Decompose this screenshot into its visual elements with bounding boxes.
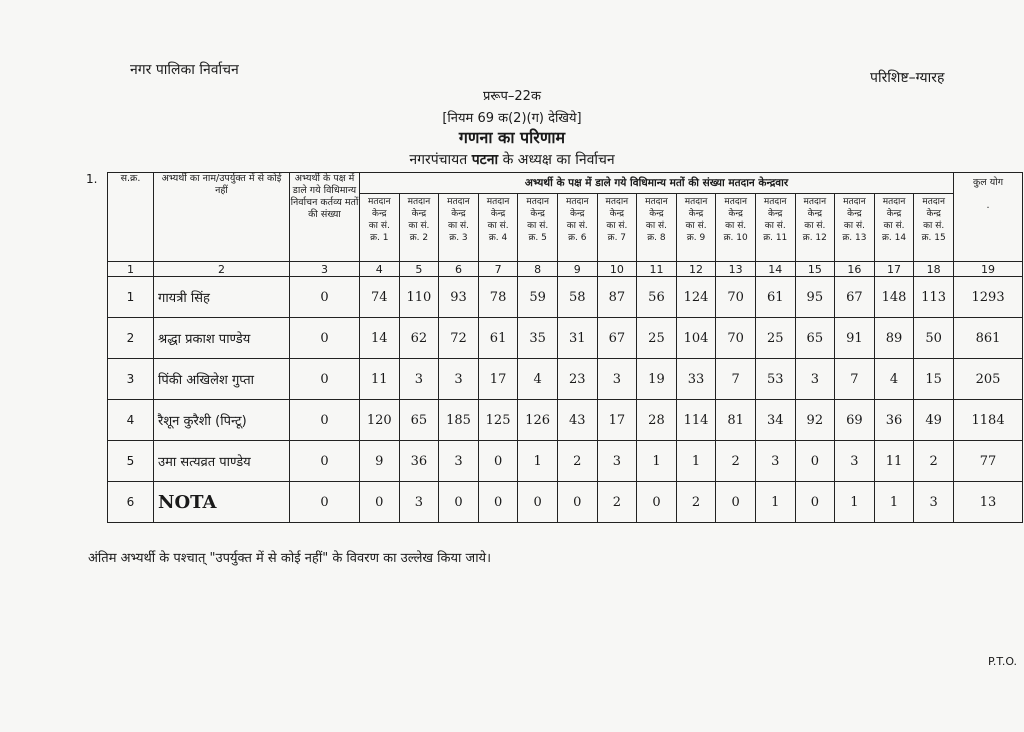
booth-votes-cell: 0 [478,441,518,482]
booth-votes-cell: 0 [795,441,835,482]
booth-header-line: का सं. [645,221,667,231]
total-votes-cell: 205 [954,359,1023,400]
column-index-cell: 2 [154,262,290,277]
booth-votes-cell: 87 [597,277,637,318]
booth-votes-cell: 124 [676,277,716,318]
booth-header-line: का सं. [408,221,430,231]
booth-header-line: केन्द्र [767,209,783,219]
booth-header-line: केन्द्र [570,209,585,219]
booth-header-line: मतदान [763,197,787,207]
booth-votes-cell: 0 [716,482,756,523]
booth-votes-cell: 113 [914,277,954,318]
booth-header-line: मतदान [882,197,906,207]
appendix-label: परिशिष्ट–ग्यारह [870,70,945,86]
booth-header-line: क्र. 3 [449,233,468,243]
booth-header-line: मतदान [684,197,708,207]
booth-header-line: का सं. [725,221,747,231]
booth-header-1 [360,194,400,262]
booth-header-3 [439,194,479,262]
total-votes-cell: 13 [954,482,1023,523]
booth-header-line: केन्द्र [926,209,941,219]
booth-header-line: केन्द्र [728,209,743,219]
booth-votes-cell: 34 [755,400,795,441]
booth-votes-cell: 15 [914,359,954,400]
postal-votes-cell: 0 [290,482,360,523]
booth-header-line: का सं. [368,221,390,231]
booth-header-14 [874,194,914,262]
total-votes-cell: 1184 [954,400,1023,441]
booth-votes-cell: 3 [399,482,439,523]
booth-wise-votes-header: अभ्यर्थी के पक्ष में डाले गये विधिमान्य मतों की संख्या मतदान केन्द्रवार [360,173,954,194]
booth-votes-cell: 2 [914,441,954,482]
booth-votes-cell: 17 [478,359,518,400]
booth-votes-cell: 1 [835,482,875,523]
candidate-name-cell: गायत्री सिंह [154,277,290,318]
booth-votes-cell: 58 [557,277,597,318]
booth-votes-cell: 2 [557,441,597,482]
booth-header-line: मतदान [367,197,391,207]
booth-votes-cell: 17 [597,400,637,441]
booth-votes-cell: 65 [399,400,439,441]
booth-votes-cell: 2 [597,482,637,523]
booth-header-line: मतदान [922,197,945,207]
booth-header-line: क्र. 14 [881,233,907,243]
booth-header-line: क्र. 13 [842,233,867,243]
booth-votes-cell: 0 [360,482,400,523]
candidate-name-cell: पिंकी अखिलेश गुप्ता [154,359,290,400]
booth-header-line: मतदान [605,197,629,207]
booth-votes-cell: 95 [795,277,835,318]
booth-votes-cell: 1 [676,441,716,482]
column-index-cell: 10 [597,262,637,277]
column-index-cell: 16 [835,262,875,277]
booth-votes-cell: 3 [597,359,637,400]
booth-votes-cell: 3 [755,441,795,482]
total-header-mark: · [986,203,990,214]
booth-votes-cell: 4 [874,359,914,400]
section-number: 1. [86,172,98,186]
booth-votes-cell: 11 [360,359,400,400]
booth-header-line: केन्द्र [372,209,387,219]
booth-votes-cell: 120 [360,400,400,441]
sr-no-cell: 1 [108,277,154,318]
booth-header-line: का सं. [487,221,509,231]
booth-votes-cell: 4 [518,359,558,400]
column-index-cell: 13 [716,262,756,277]
column-index-cell: 15 [795,262,835,277]
total-header-label: कुल योग [973,177,1004,188]
table-row [108,441,1023,482]
booth-votes-cell: 110 [399,277,439,318]
booth-header-line: का सं. [447,221,470,231]
booth-header-line: मतदान [645,197,668,207]
booth-votes-cell: 1 [518,441,558,482]
booth-header-line: क्र. 8 [647,233,666,243]
booth-header-line: केन्द्र [609,209,625,219]
column-index-cell: 6 [439,262,479,277]
postal-votes-cell: 0 [290,359,360,400]
booth-votes-cell: 19 [637,359,677,400]
column-index-cell: 7 [478,262,518,277]
booth-votes-cell: 148 [874,277,914,318]
column-index-cell: 3 [290,262,360,277]
sr-no-cell: 2 [108,318,154,359]
municipal-election-label: नगर पालिका निर्वाचन [130,62,239,78]
column-index-cell: 4 [360,262,400,277]
booth-header-line: का सं. [804,221,826,231]
booth-header-line: क्र. 6 [568,233,587,243]
booth-header-line: का सं. [923,221,945,231]
booth-votes-cell: 50 [914,318,954,359]
booth-votes-cell: 3 [399,359,439,400]
column-index-cell: 8 [518,262,558,277]
booth-header-5 [518,194,558,262]
booth-votes-cell: 0 [518,482,558,523]
page-subtitle [0,150,1024,169]
booth-header-line: मतदान [843,197,866,207]
booth-votes-cell: 69 [835,400,875,441]
booth-votes-cell: 36 [399,441,439,482]
booth-header-line: क्र. 7 [607,233,627,243]
booth-votes-cell: 0 [637,482,677,523]
column-index-cell: 11 [637,262,677,277]
booth-header-line: केन्द्र [807,209,823,219]
booth-header-line: क्र. 1 [370,233,389,243]
booth-header-line: क्र. 4 [488,233,508,243]
booth-header-line: मतदान [486,197,510,207]
booth-header-line: केन्द्र [847,209,862,219]
booth-header-line: मतदान [526,197,549,207]
postal-votes-cell: 0 [290,441,360,482]
booth-votes-cell: 3 [439,359,479,400]
results-table [107,172,1023,523]
booth-votes-cell: 1 [755,482,795,523]
booth-votes-cell: 67 [835,277,875,318]
booth-header-10 [716,194,756,262]
booth-header-line: क्र. 9 [686,233,706,243]
booth-header-line: मतदान [407,197,431,207]
booth-votes-cell: 3 [597,441,637,482]
booth-votes-cell: 61 [478,318,518,359]
column-index-cell: 5 [399,262,439,277]
booth-header-line: क्र. 5 [528,233,547,243]
booth-header-line: मतदान [565,197,589,207]
booth-votes-cell: 78 [478,277,518,318]
pto-label: P.T.O. [988,655,1018,668]
booth-votes-cell: 56 [637,277,677,318]
column-index-cell: 1 [108,262,154,277]
subtitle-prefix: नगरपंचायत [409,152,472,168]
booth-votes-cell: 65 [795,318,835,359]
booth-header-line: का सं. [843,221,865,231]
booth-header-line: का सं. [764,221,786,231]
booth-header-9 [676,194,716,262]
postal-votes-header: अभ्यर्थी के पक्ष में डाले गये विधिमान्य निर्वाचन कर्तव्य मतों की संख्या [290,173,360,262]
booth-header-2 [399,194,439,262]
booth-votes-cell: 93 [439,277,479,318]
booth-votes-cell: 28 [637,400,677,441]
booth-votes-cell: 3 [914,482,954,523]
booth-votes-cell: 36 [874,400,914,441]
booth-header-6 [557,194,597,262]
booth-header-line: केन्द्र [688,209,704,219]
candidate-name-cell: NOTA [154,482,290,523]
column-index-cell: 9 [557,262,597,277]
booth-header-line: का सं. [606,221,628,231]
column-index-cell: 17 [874,262,914,277]
booth-votes-cell: 70 [716,277,756,318]
sr-no-cell: 5 [108,441,154,482]
booth-votes-cell: 70 [716,318,756,359]
booth-header-line: का सं. [685,221,707,231]
booth-votes-cell: 2 [676,482,716,523]
sr-no-cell: 6 [108,482,154,523]
candidate-name-cell: रैशून कुरैशी (पिन्टू) [154,400,290,441]
booth-header-line: क्र. 11 [763,233,788,243]
postal-votes-cell: 0 [290,277,360,318]
booth-header-13 [835,194,875,262]
form-number: प्ररूप–22क [483,89,541,104]
booth-votes-cell: 91 [835,318,875,359]
booth-votes-cell: 25 [637,318,677,359]
booth-header-line: क्र. 12 [802,233,827,243]
candidate-name-cell: उमा सत्यव्रत पाण्डेय [154,441,290,482]
candidate-name-header: अभ्यर्थी का नाम/उपर्युक्त में से कोई नहीं [154,173,290,262]
subtitle-place: पटना [471,152,499,168]
booth-votes-cell: 49 [914,400,954,441]
booth-votes-cell: 61 [755,277,795,318]
total-votes-cell: 77 [954,441,1023,482]
booth-votes-cell: 185 [439,400,479,441]
sr-no-cell: 3 [108,359,154,400]
column-index-cell: 19 [954,262,1023,277]
table-row [108,482,1023,523]
page-title: गणना का परिणाम [458,128,566,147]
booth-header-line: मतदान [447,197,470,207]
booth-votes-cell: 125 [478,400,518,441]
booth-votes-cell: 0 [795,482,835,523]
booth-votes-cell: 0 [478,482,518,523]
booth-header-line: मतदान [803,197,827,207]
footnote: अंतिम अभ्यर्थी के पश्चात् "उपर्युक्त में से कोई नहीं" के विवरण का उल्लेख किया जाये। [88,551,492,566]
booth-votes-cell: 89 [874,318,914,359]
booth-votes-cell: 114 [676,400,716,441]
booth-header-8 [637,194,677,262]
booth-header-15 [914,194,954,262]
booth-votes-cell: 62 [399,318,439,359]
total-header [954,173,1023,262]
booth-votes-cell: 74 [360,277,400,318]
column-index-cell: 14 [755,262,795,277]
booth-votes-cell: 11 [874,441,914,482]
booth-header-line: का सं. [883,221,905,231]
booth-header-line: का सं. [527,221,549,231]
booth-header-line: केन्द्र [490,209,506,219]
column-index-cell: 12 [676,262,716,277]
booth-votes-cell: 104 [676,318,716,359]
booth-votes-cell: 0 [557,482,597,523]
postal-votes-cell: 0 [290,400,360,441]
table-row [108,277,1023,318]
total-votes-cell: 861 [954,318,1023,359]
booth-votes-cell: 1 [874,482,914,523]
booth-header-line: केन्द्र [451,209,466,219]
booth-header-12 [795,194,835,262]
subtitle-suffix: के अध्यक्ष का निर्वाचन [498,152,615,168]
booth-votes-cell: 3 [439,441,479,482]
booth-votes-cell: 31 [557,318,597,359]
booth-votes-cell: 67 [597,318,637,359]
booth-votes-cell: 33 [676,359,716,400]
booth-header-line: का सं. [566,221,588,231]
table-row [108,359,1023,400]
booth-votes-cell: 23 [557,359,597,400]
booth-votes-cell: 25 [755,318,795,359]
booth-votes-cell: 92 [795,400,835,441]
booth-votes-cell: 59 [518,277,558,318]
booth-header-line: मतदान [724,197,747,207]
rule-reference: [नियम 69 क(2)(ग) देखिये] [442,111,582,126]
booth-votes-cell: 81 [716,400,756,441]
booth-votes-cell: 14 [360,318,400,359]
booth-votes-cell: 0 [439,482,479,523]
booth-header-line: केन्द्र [886,209,902,219]
booth-header-4 [478,194,518,262]
total-votes-cell: 1293 [954,277,1023,318]
booth-votes-cell: 72 [439,318,479,359]
booth-votes-cell: 1 [637,441,677,482]
booth-header-line: क्र. 2 [409,233,429,243]
booth-votes-cell: 35 [518,318,558,359]
booth-votes-cell: 9 [360,441,400,482]
postal-votes-cell: 0 [290,318,360,359]
booth-votes-cell: 3 [795,359,835,400]
booth-votes-cell: 126 [518,400,558,441]
booth-header-line: केन्द्र [530,209,545,219]
booth-header-line: केन्द्र [411,209,427,219]
sr-no-cell: 4 [108,400,154,441]
candidate-name-cell: श्रद्धा प्रकाश पाण्डेय [154,318,290,359]
table-row [108,318,1023,359]
booth-header-line: केन्द्र [649,209,664,219]
booth-votes-cell: 7 [716,359,756,400]
booth-header-7 [597,194,637,262]
booth-votes-cell: 2 [716,441,756,482]
table-row [108,400,1023,441]
sr-no-header: स.क्र. [108,173,154,262]
column-index-cell: 18 [914,262,954,277]
booth-votes-cell: 3 [835,441,875,482]
booth-votes-cell: 53 [755,359,795,400]
booth-votes-cell: 43 [557,400,597,441]
booth-header-11 [755,194,795,262]
booth-votes-cell: 7 [835,359,875,400]
booth-header-line: क्र. 10 [723,233,748,243]
booth-header-line: क्र. 15 [921,233,946,243]
